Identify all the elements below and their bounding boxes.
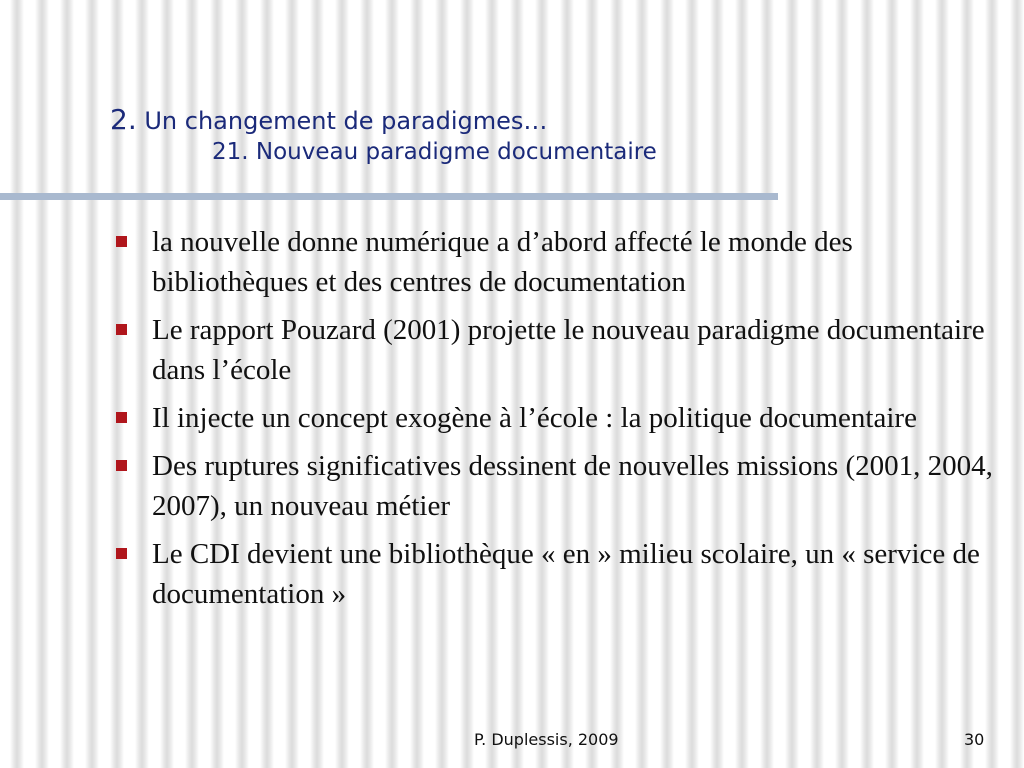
- bullet-list: [116, 222, 1006, 622]
- title-divider: [0, 193, 778, 200]
- bullet-item: [116, 446, 1006, 526]
- bullet-item: [116, 310, 1006, 390]
- square-bullet-icon: [116, 548, 127, 559]
- footer-author: P. Duplessis, 2009: [474, 730, 619, 749]
- square-bullet-icon: [116, 324, 127, 335]
- subsection-heading: 21. Nouveau paradigme documentaire: [212, 139, 657, 165]
- bullet-text: Le CDI devient une bibliothèque « en » milieu scolaire, un « service de documentation »: [152, 538, 980, 610]
- section-number: 2.: [110, 103, 137, 136]
- bullet-text: la nouvelle donne numérique a d’abord affecté le monde des bibliothèques et des centres de documentation: [152, 226, 853, 298]
- square-bullet-icon: [116, 460, 127, 471]
- square-bullet-icon: [116, 236, 127, 247]
- page-number: 30: [964, 730, 985, 749]
- bullet-item: [116, 534, 1006, 614]
- bullet-item: [116, 398, 1006, 438]
- bullet-item: [116, 222, 1006, 302]
- bullet-text: Des ruptures significatives dessinent de nouvelles missions (2001, 2004, 2007), un nouveau métier: [152, 450, 993, 522]
- section-heading: Un changement de paradigmes…: [144, 107, 548, 135]
- title-line: [110, 104, 657, 137]
- slide-title: [110, 104, 657, 167]
- bullet-text: Il injecte un concept exogène à l’école : la politique documentaire: [152, 402, 917, 434]
- square-bullet-icon: [116, 412, 127, 423]
- bullet-text: Le rapport Pouzard (2001) projette le nouveau paradigme documentaire dans l’école: [152, 314, 985, 386]
